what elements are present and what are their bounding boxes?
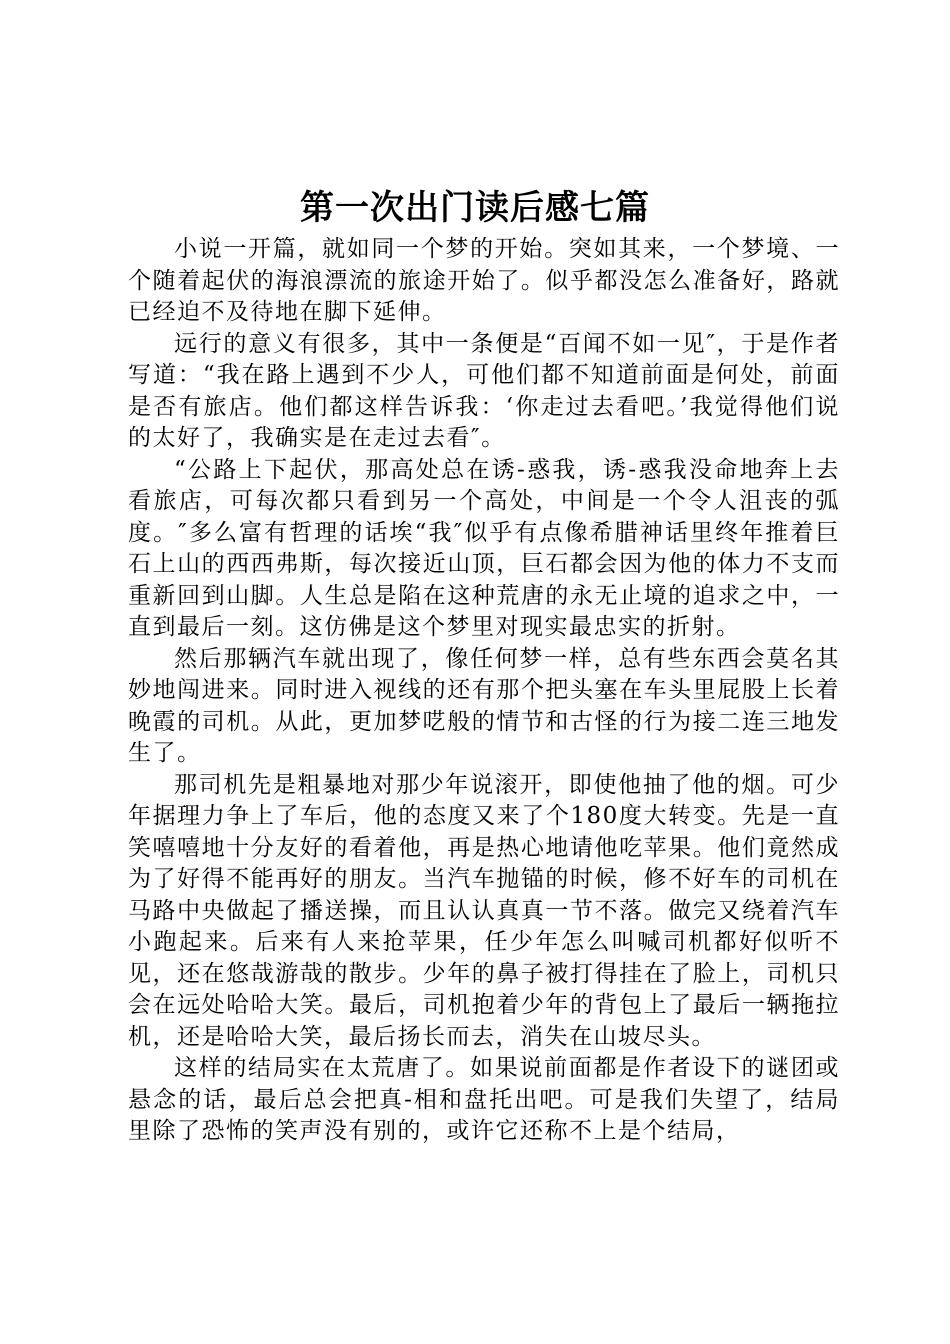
paragraph-6: 这样的结局实在太荒唐了。如果说前面都是作者设下的谜团或悬念的话，最后总会把真-相和盘托出吧。可是我们失望了，结局里除了恐怖的笑声没有别的，或许它还称不上是个结局， [128, 1055, 840, 1144]
paragraph-4: 然后那辆汽车就出现了，像任何梦一样，总有些东西会莫名其妙地闯进来。同时进入视线的还有那个把头塞在车头里屁股上长着晚霞的司机。从此，更加梦呓般的情节和古怪的行为接二连三地发生了。 [128, 645, 840, 766]
document-title: 第一次出门读后感七篇 [300, 188, 650, 228]
paragraph-3: “公路上下起伏，那高处总在诱-惑我，诱-惑我没命地奔上去看旅店，可每次都只看到另一个高处，中间是一个令人沮丧的弧度。″多么富有哲理的话埃“我″似乎有点像希腊神话里终年推着巨石上山的西西弗斯，每次接近山顶，巨石都会因为他的体力不支而重新回到山脚。人生总是陷在这种荒唐的永无止境的追求之中，一直到最后一刻。这仿佛是这个梦里对现实最忠实的折射。 [128, 456, 840, 640]
document-body [128, 234, 840, 1148]
paragraph-5: 那司机先是粗暴地对那少年说滚开，即使他抽了他的烟。可少年据理力争上了车后，他的态度又来了个180度大转变。先是一直笑嘻嘻地十分友好的看着他，再是热心地请他吃苹果。他们竟然成为了好得不能再好的朋友。当汽车抛锚的时候，修不好车的司机在马路中央做起了播送操，而且认认真真一节不落。做完又绕着汽车小跑起来。后来有人来抢苹果，任少年怎么叫喊司机都好似听不见，还在悠哉游哉的散步。少年的鼻子被打得挂在了脸上，司机只会在远处哈哈大笑。最后，司机抱着少年的背包上了最后一辆拖拉机，还是哈哈大笑，最后扬长而去，消失在山坡尽头。 [128, 771, 840, 1050]
paragraph-2: 远行的意义有很多，其中一条便是“百闻不如一见″，于是作者写道：“我在路上遇到不少人，可他们都不知道前面是何处，前面是否有旅店。他们都这样告诉我：‘你走过去看吧。’我觉得他们说的太好了，我确实是在走过去看″。 [128, 330, 840, 451]
paragraph-1: 小说一开篇，就如同一个梦的开始。突如其来，一个梦境、一个随着起伏的海浪漂流的旅途开始了。似乎都没怎么准备好，路就已经迫不及待地在脚下延伸。 [128, 236, 840, 325]
